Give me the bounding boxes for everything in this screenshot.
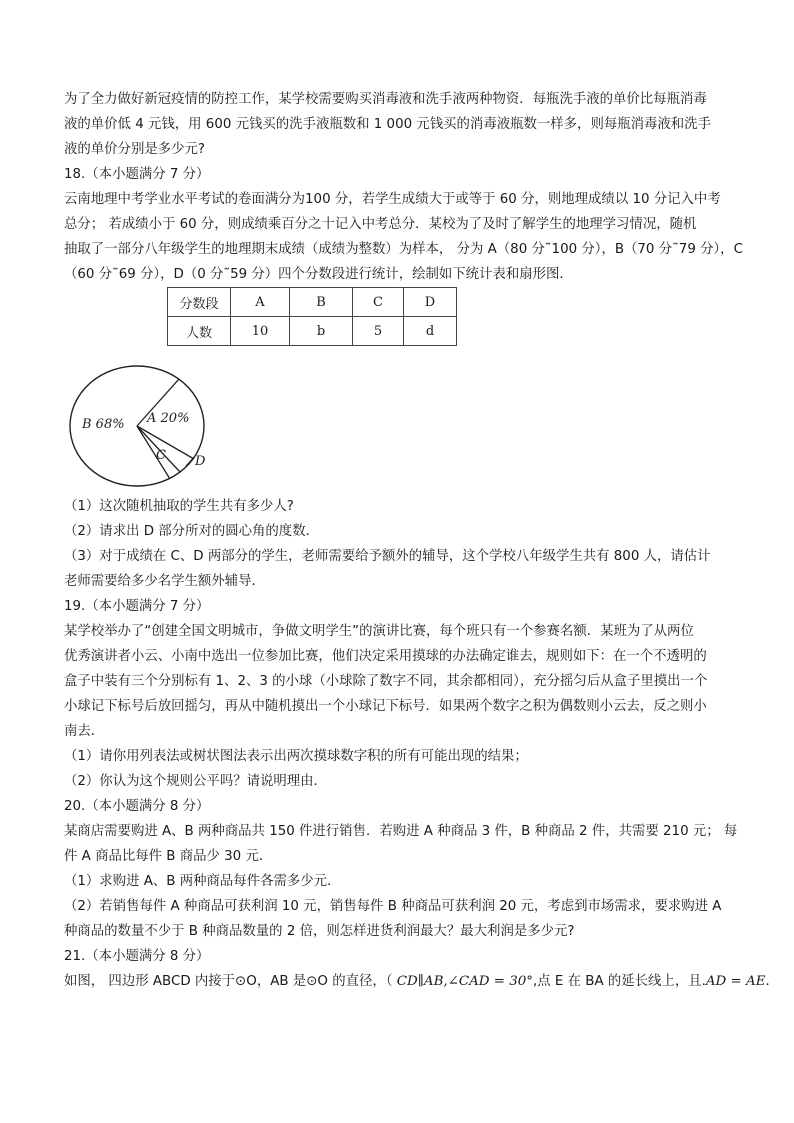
- q18-sub-3a: （3）对于成绩在 C、D 两部分的学生，老师需要给予额外的辅导，这个学校八年级学生共有 800 人，请估计: [64, 549, 711, 564]
- q20-para-1: 某商店需要购进 A、B 两种商品共 150 件进行销售．若购进 A 种商品 3 件，B 种商品 2 件，共需要 210 元； 每: [64, 824, 738, 839]
- table-cell: 分数段: [168, 288, 231, 317]
- q18-para-1: 云南地理中考学业水平考试的卷面满分为100 分，若学生成绩大于或等于 60 分，则地理成绩以 10 分记入中考: [64, 192, 721, 207]
- pie-chart: [60, 362, 240, 492]
- pie-label-d: D: [195, 454, 206, 469]
- table-cell: C: [353, 288, 404, 317]
- pie-label-c: C: [156, 448, 166, 463]
- score-table: [167, 287, 457, 346]
- q19-sub-1: （1）请你用列表法或树状图法表示出两次摸球数字积的所有可能出现的结果；: [64, 749, 528, 764]
- q18-sub-3b: 老师需要给多少名学生额外辅导．: [64, 574, 265, 589]
- q21-math-condition: CD∥AB,∠CAD = 30°: [396, 974, 534, 989]
- intro-line-2: 液的单价低 4 元钱，用 600 元钱买的洗手液瓶数和 1 000 元钱买的消毒液瓶数一样多，则每瓶消毒液和洗手: [64, 117, 711, 132]
- table-cell: D: [404, 288, 457, 317]
- q21-text-pre: 如图， 四边形 ABCD 内接于⊙O，AB 是⊙O 的直径，（: [64, 974, 397, 989]
- table-cell: b: [290, 317, 353, 346]
- intro-line-3: 液的单价分别是多少元?: [64, 142, 206, 157]
- pie-label-a: A 20%: [147, 411, 190, 426]
- q21-text-end: ．: [765, 974, 779, 989]
- q21-math-equality: AD = AE: [705, 974, 766, 989]
- q19-heading: 19.（本小题满分 7 分）: [64, 599, 210, 614]
- q20-para-2: 件 A 商品比每件 B 商品少 30 元．: [64, 849, 273, 864]
- q21-text-mid: ,点 E 在 BA 的延长线上，且.: [533, 974, 706, 989]
- q19-para-5: 南去．: [64, 724, 105, 739]
- q20-sub-2a: （2）若销售每件 A 种商品可获利润 10 元，销售每件 B 种商品可获利润 20 元，考虑到市场需求，要求购进 A: [64, 899, 722, 914]
- table-cell: B: [290, 288, 353, 317]
- q21-para-1: [64, 973, 779, 991]
- pie-label-b: B 68%: [82, 417, 125, 432]
- score-table-count-row: [168, 317, 457, 346]
- score-table-header-row: [168, 288, 457, 317]
- q20-sub-2b: 种商品的数量不少于 B 种商品数量的 2 倍，则怎样进货利润最大？最大利润是多少元?: [64, 924, 575, 939]
- q19-para-2: 优秀演讲者小云、小南中选出一位参加比赛，他们决定采用摸球的办法确定谁去，规则如下：在一个不透明的: [64, 649, 707, 664]
- q18-para-4: （60 分˜69 分），D（0 分˜59 分）四个分数段进行统计，绘制如下统计表和扇形图．: [64, 267, 573, 282]
- table-cell: 人数: [168, 317, 231, 346]
- table-cell: 10: [231, 317, 290, 346]
- q18-para-2: 总分； 若成绩小于 60 分，则成绩乘百分之十记入中考总分．某校为了及时了解学生的地理学习情况，随机: [64, 217, 697, 232]
- q20-heading: 20.（本小题满分 8 分）: [64, 799, 210, 814]
- q19-para-4: 小球记下标号后放回摇匀，再从中随机摸出一个小球记下标号．如果两个数字之积为偶数则小云去，反之则小: [64, 699, 707, 714]
- q19-sub-2: （2）你认为这个规则公平吗？请说明理由．: [64, 774, 327, 789]
- q19-para-3: 盒子中装有三个分别标有 1、2、3 的小球（小球除了数字不同，其余都相同），充分摇匀后从盒子里摸出一个: [64, 674, 708, 689]
- table-cell: d: [404, 317, 457, 346]
- q18-heading: 18.（本小题满分 7 分）: [64, 167, 210, 182]
- table-cell: 5: [353, 317, 404, 346]
- q18-para-3: 抽取了一部分八年级学生的地理期末成绩（成绩为整数）为样本， 分为 A（80 分˜100 分），B（70 分˜79 分），C: [64, 242, 743, 257]
- q18-sub-2: （2）请求出 D 部分所对的圆心角的度数．: [64, 524, 319, 539]
- q18-sub-1: （1）这次随机抽取的学生共有多少人?: [64, 499, 294, 514]
- q21-heading: 21.（本小题满分 8 分）: [64, 949, 210, 964]
- table-cell: A: [231, 288, 290, 317]
- q20-sub-1: （1）求购进 A、B 两种商品每件各需多少元．: [64, 874, 341, 889]
- q19-para-1: 某学校举办了“创建全国文明城市，争做文明学生”的演讲比赛，每个班只有一个参赛名额．某班为了从两位: [64, 624, 694, 639]
- intro-line-1: 为了全力做好新冠疫情的防控工作，某学校需要购买消毒液和洗手液两种物资．每瓶洗手液的单价比每瓶消毒: [64, 92, 707, 107]
